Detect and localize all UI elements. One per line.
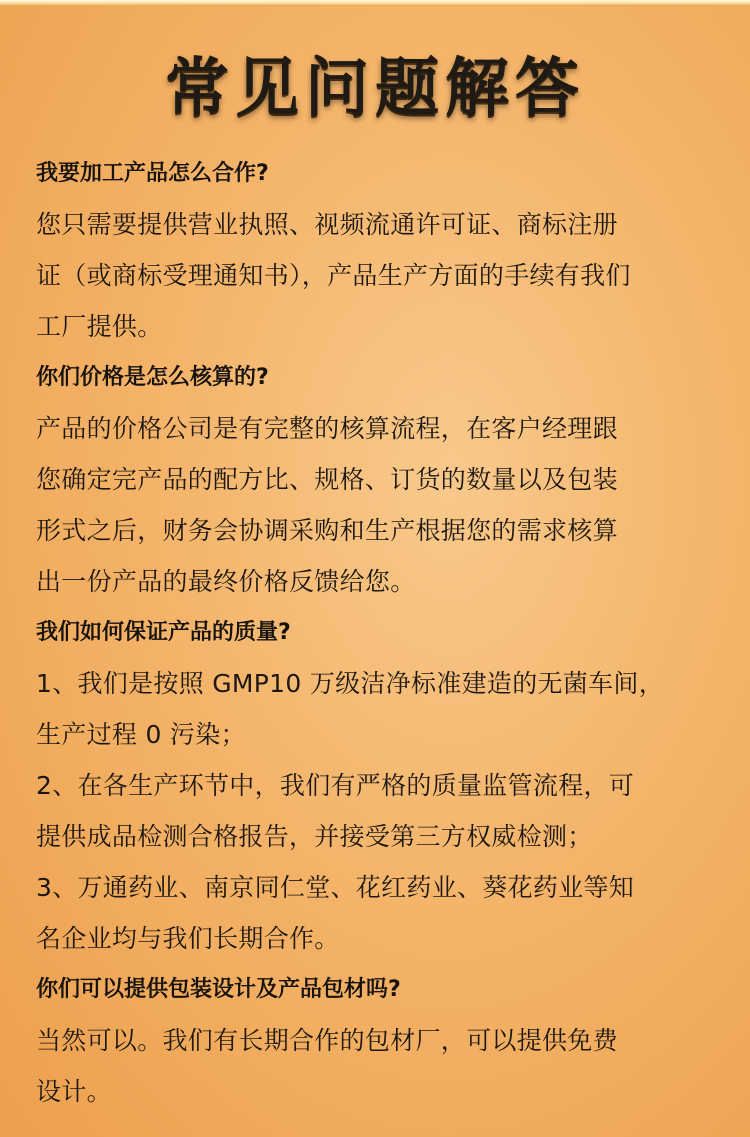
faq-question: 你们价格是怎么核算的? [36,365,269,390]
faq-answer-line: 出一份产品的最终价格反馈给您。 [36,567,416,596]
faq-answer-line: 您确定完产品的配方比、规格、订货的数量以及包装 [36,465,618,494]
faq-answer-line: 您只需要提供营业执照、视频流通许可证、商标注册 [36,210,618,239]
faq-answer-line: 提供成品检测合格报告，并接受第三方权威检测； [36,822,593,851]
faq-answer-line: 名企业均与我们长期合作。 [36,924,340,953]
faq-answer-line: 生产过程 0 污染； [36,720,246,749]
faq-answer-line: 工厂提供。 [36,312,163,341]
page-title: 常见问题解答 [165,52,585,126]
faq-question: 我们如何保证产品的质量? [36,620,291,645]
faq-answer-line: 证（或商标受理通知书），产品生产方面的手续有我们 [36,261,631,290]
faq-answer-line: 形式之后，财务会协调采购和生产根据您的需求核算 [36,516,618,545]
top-gold-rule [0,0,750,6]
faq-list [36,148,726,1117]
faq-answer-line: 3、万通药业、南京同仁堂、花红药业、葵花药业等知 [36,873,635,902]
faq-answer-line: 当然可以。我们有长期合作的包材厂，可以提供免费 [36,1026,618,1055]
faq-item-pricing [36,352,726,607]
faq-answer-line: 1、我们是按照 GMP10 万级洁净标准建造的无菌车间， [36,669,665,698]
faq-answer-line: 设计。 [36,1077,112,1106]
faq-item-quality [36,607,726,964]
faq-question: 我要加工产品怎么合作? [36,161,269,186]
faq-item-packaging [36,964,726,1117]
faq-answer-line: 2、在各生产环节中，我们有严格的质量监管流程，可 [36,771,635,800]
faq-answer-line: 产品的价格公司是有完整的核算流程，在客户经理跟 [36,414,618,443]
faq-item-cooperation [36,148,726,352]
faq-question: 你们可以提供包装设计及产品包材吗? [36,977,401,1002]
